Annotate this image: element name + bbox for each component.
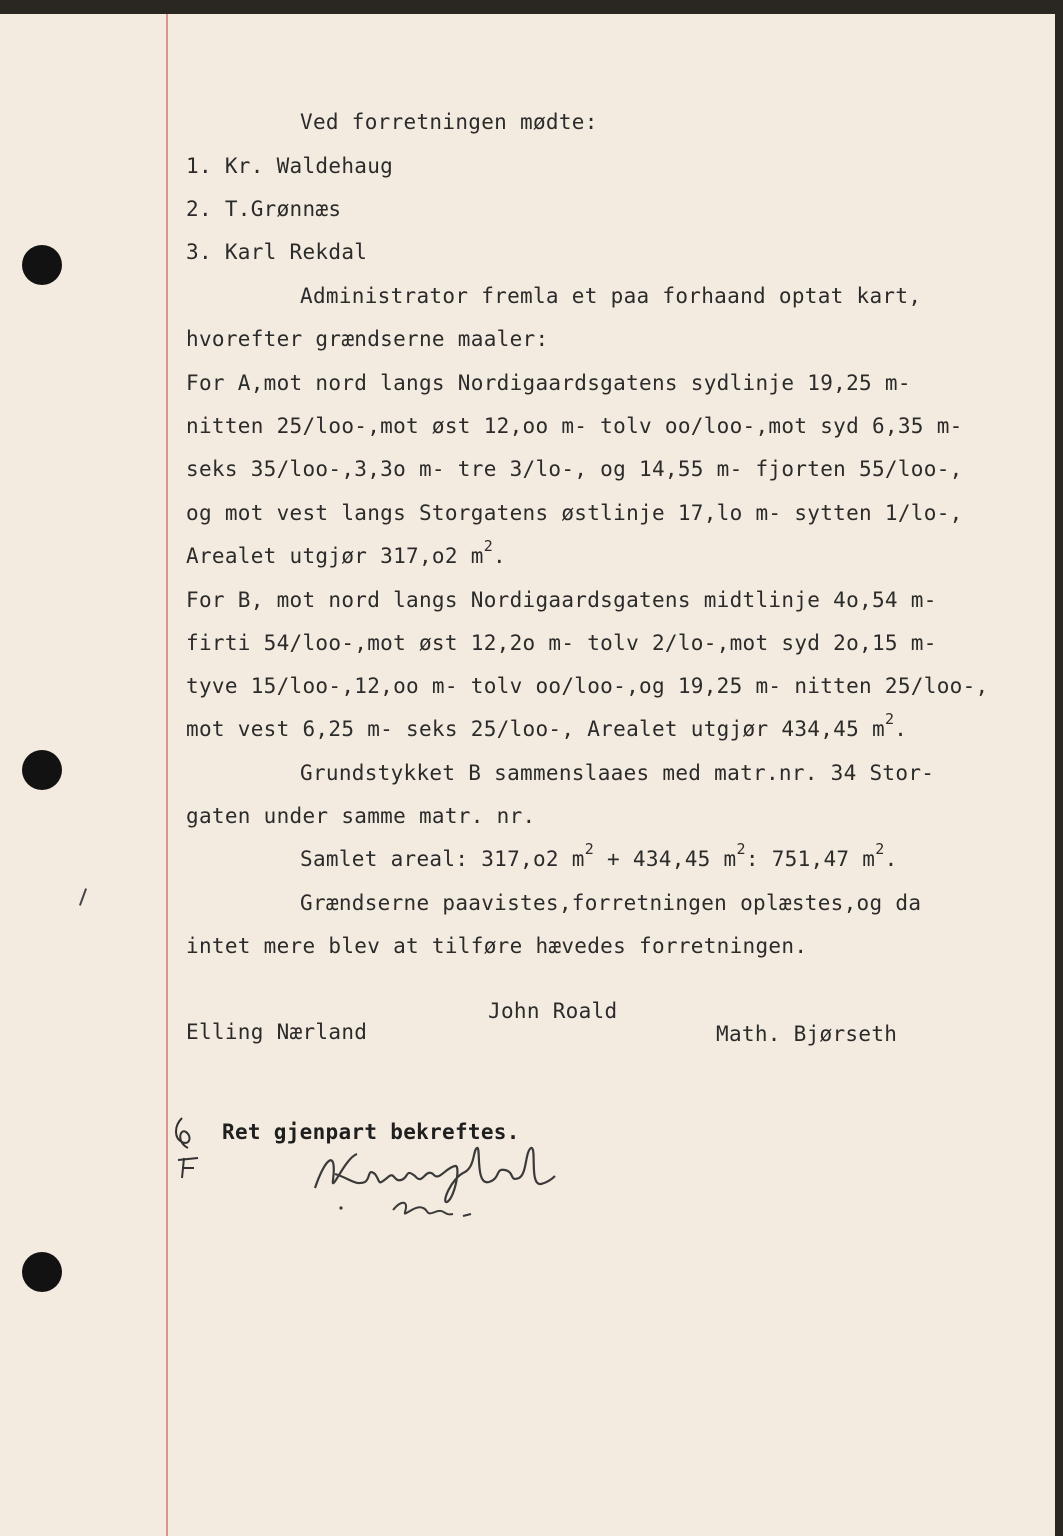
body-line-4: nitten 25/loo-,mot øst 12,oo m- tolv oo/loo-,mot syd 6,35 m-	[186, 414, 963, 438]
body-line-8: firti 54/loo-,mot øst 12,2o m- tolv 2/lo-,mot syd 2o,15 m-	[186, 631, 937, 655]
area-b-text: mot vest 6,25 m- seks 25/loo-, Arealet utgjør 434,45 m	[186, 717, 885, 741]
body-line-3: For A,mot nord langs Nordigaardsgatens sydlinje 19,25 m-	[186, 371, 911, 395]
area-b-line	[186, 710, 908, 743]
body-line-12: Grændserne paavistes,forretningen oplæstes,og da	[300, 891, 922, 915]
total-sup-1: 2	[584, 840, 595, 858]
scan-edge-top	[0, 0, 1063, 14]
area-b-sup: 2	[884, 710, 895, 728]
initials-mark	[168, 1112, 218, 1184]
total-part-2: + 434,45 m	[594, 847, 737, 871]
body-line-6: og mot vest langs Storgatens østlinje 17,lo m- sytten 1/lo-,	[186, 501, 963, 525]
area-b-end: .	[894, 717, 908, 741]
total-sup-2: 2	[736, 840, 746, 858]
handwritten-signature	[305, 1138, 560, 1233]
total-area-line	[300, 840, 898, 873]
punch-hole-middle	[22, 750, 62, 790]
body-line-7: For B, mot nord langs Nordigaardsgatens midtlinje 4o,54 m-	[186, 588, 937, 612]
total-part-3: : 751,47 m	[745, 847, 876, 871]
area-a-end: .	[493, 544, 506, 568]
punch-hole-bottom	[22, 1252, 62, 1292]
body-line-2: hvorefter grændserne maaler:	[186, 327, 549, 351]
certification-text: Ret gjenpart bekreftes.	[222, 1120, 520, 1144]
total-part-1: Samlet areal: 317,o2 m	[300, 847, 585, 871]
total-end: .	[884, 847, 898, 871]
attendee-1: 1. Kr. Waldehaug	[186, 154, 394, 178]
body-line-9: tyve 15/loo-,12,oo m- tolv oo/loo-,og 19,25 m- nitten 25/loo-,	[186, 674, 989, 698]
body-line-10: Grundstykket B sammenslaaes med matr.nr. 34 Stor-	[300, 761, 935, 785]
attendee-2: 2. T.Grønnæs	[186, 197, 342, 221]
body-line-13: intet mere blev at tilføre hævedes forretningen.	[186, 934, 808, 958]
body-line-11: gaten under samme matr. nr.	[186, 804, 536, 828]
area-a-line	[186, 537, 506, 570]
area-a-sup: 2	[483, 537, 494, 555]
scan-edge-right	[1055, 0, 1063, 1536]
signatory-left: Elling Nærland	[186, 1020, 368, 1044]
punch-hole-top	[22, 245, 62, 285]
margin-tick-mark	[79, 888, 87, 906]
margin-line	[166, 14, 168, 1536]
attendee-3: 3. Karl Rekdal	[186, 240, 368, 264]
total-sup-3: 2	[875, 840, 885, 858]
area-a-text: Arealet utgjør 317,o2 m	[186, 544, 484, 568]
body-line-5: seks 35/loo-,3,3o m- tre 3/lo-, og 14,55 m- fjorten 55/loo-,	[186, 457, 963, 481]
body-line-1: Administrator fremla et paa forhaand optat kart,	[300, 284, 922, 308]
attendees-heading: Ved forretningen mødte:	[300, 110, 598, 134]
signatory-center: John Roald	[488, 999, 618, 1023]
signatory-right: Math. Bjørseth	[716, 1022, 898, 1046]
